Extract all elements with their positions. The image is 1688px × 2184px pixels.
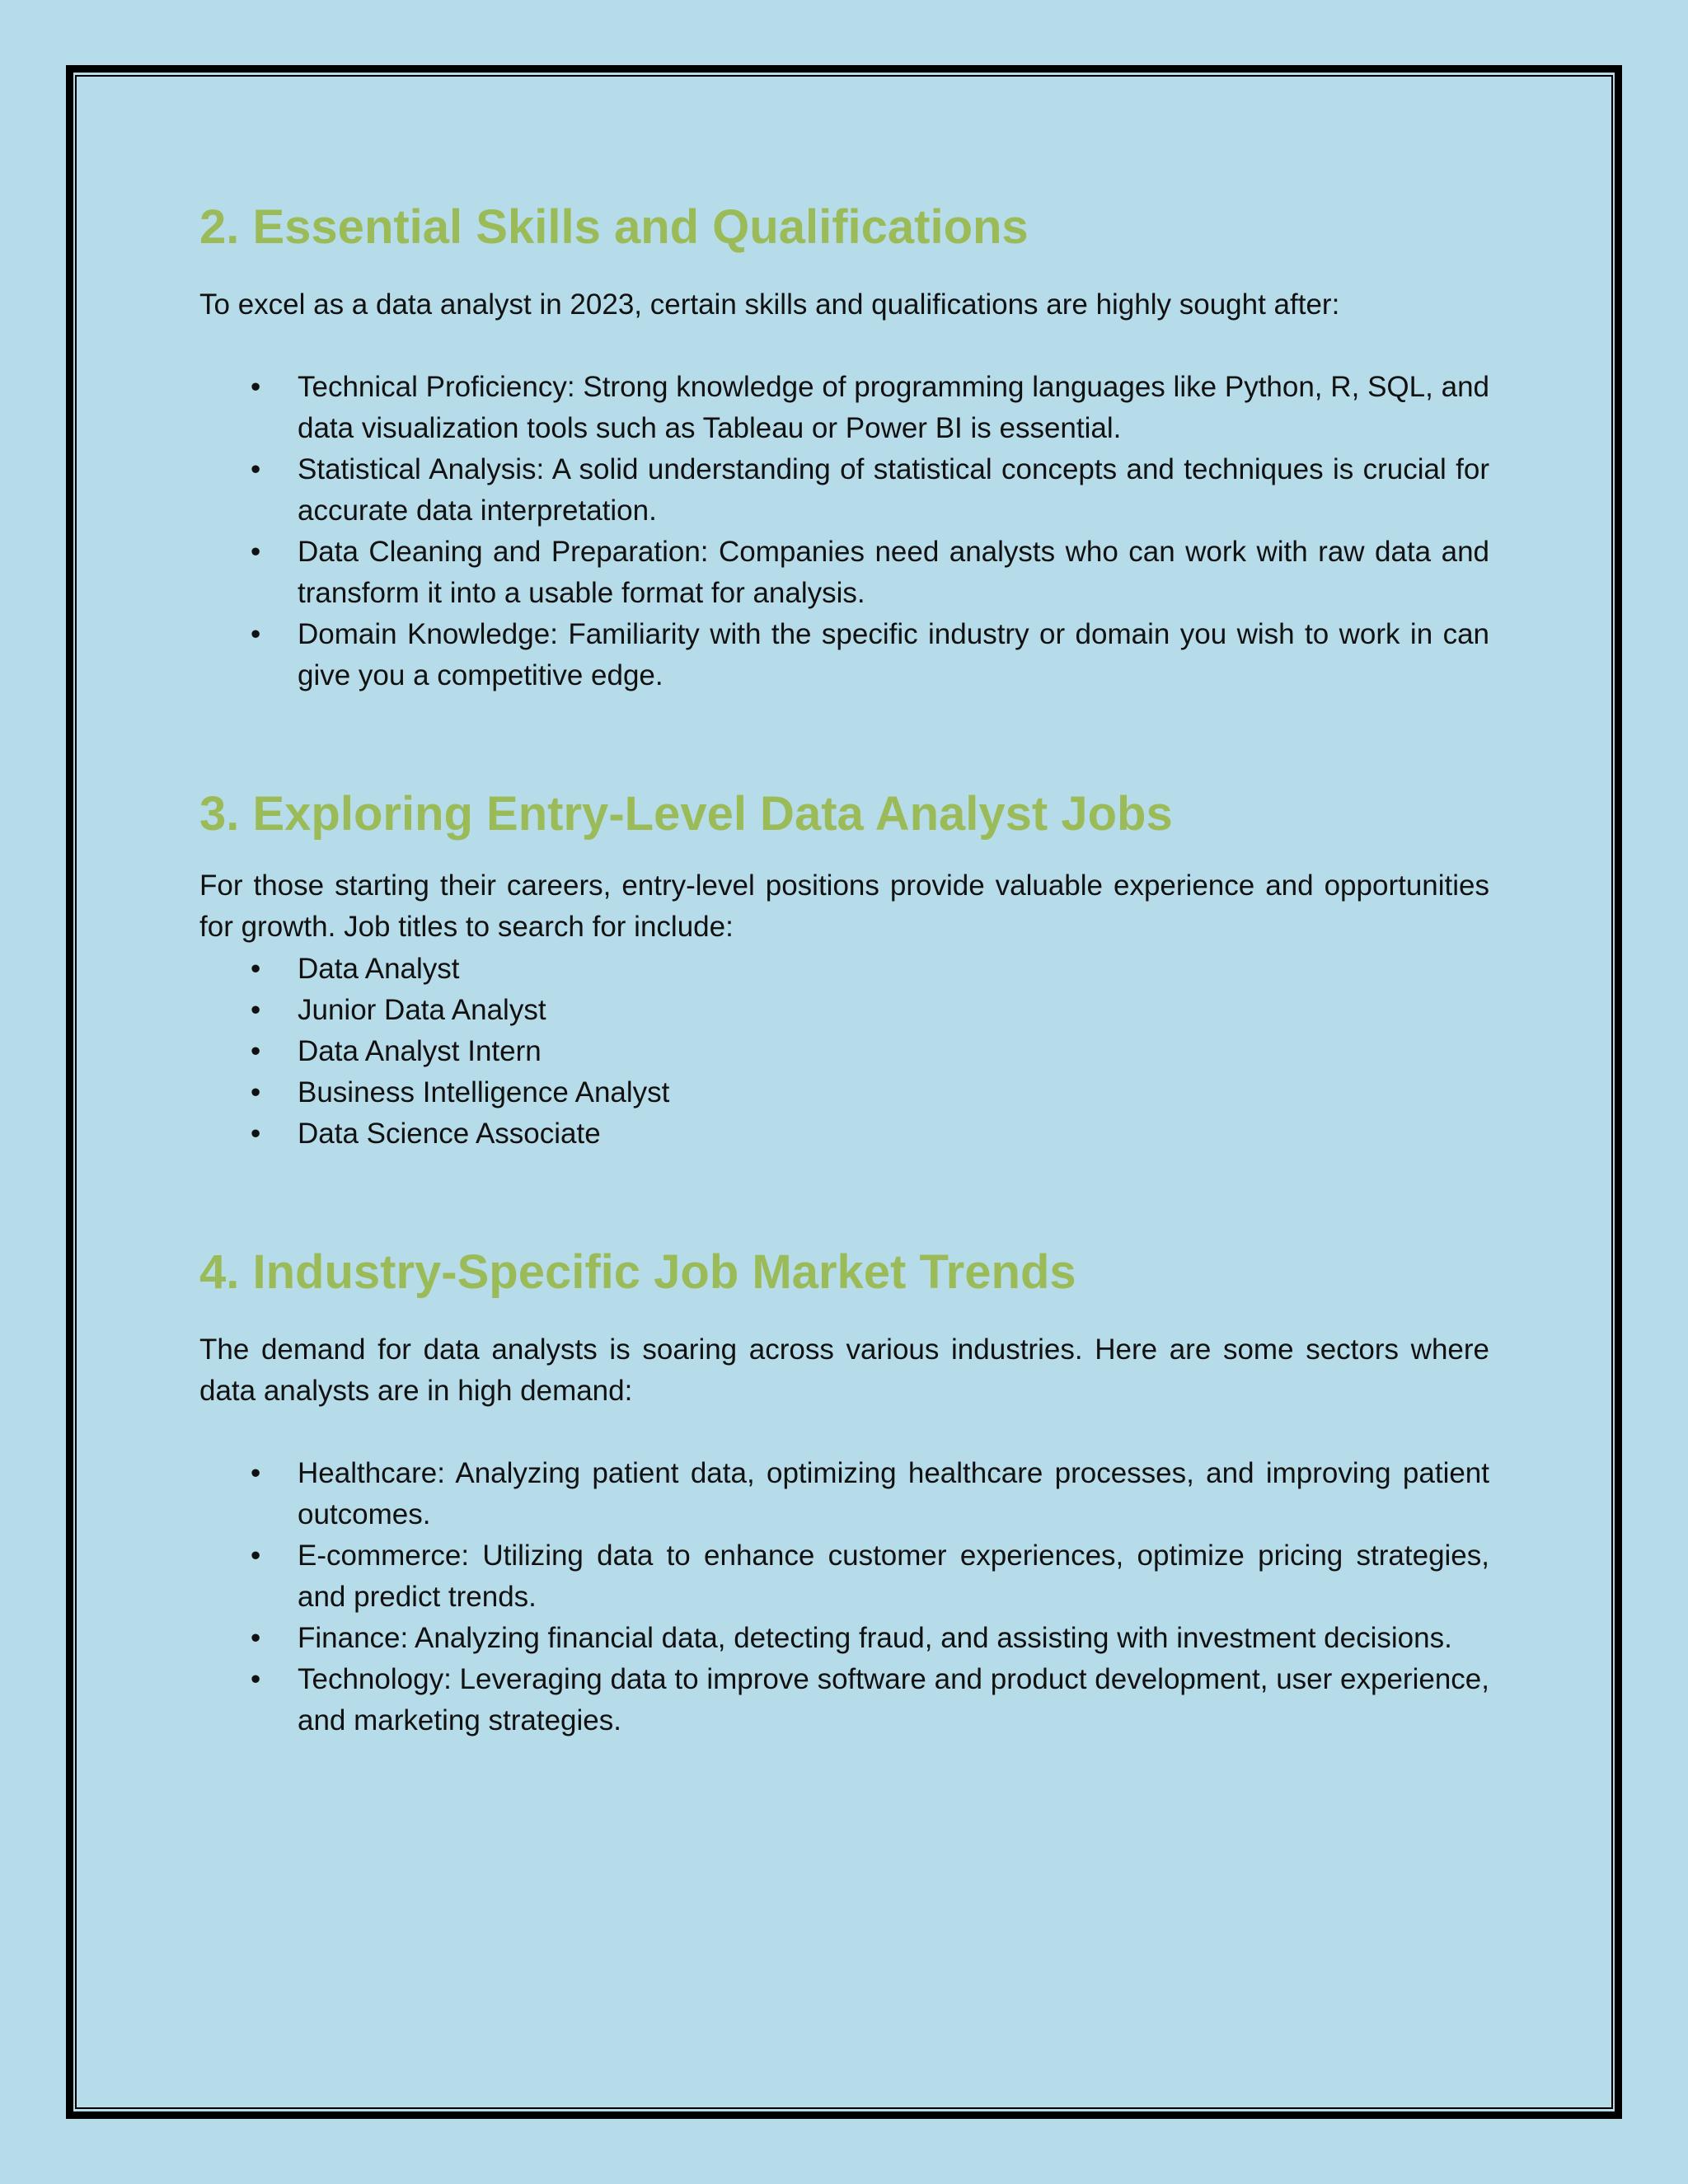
section-heading: 2. Essential Skills and Qualifications — [199, 200, 1029, 254]
list-item-text: Data Analyst Intern — [298, 1035, 542, 1067]
list-item-text: Data Science Associate — [298, 1118, 601, 1150]
list-item-text: Junior Data Analyst — [298, 994, 546, 1026]
bullet-icon: • — [251, 1540, 261, 1572]
bullet-icon: • — [251, 1457, 261, 1489]
list-item — [199, 1031, 1489, 1072]
section-industry-trends — [199, 1240, 1489, 1741]
bullet-icon: • — [251, 1035, 261, 1067]
list-item — [199, 449, 1489, 532]
list-item — [199, 614, 1489, 696]
list-item-text: Domain Knowledge: Familiarity with the specific industry or domain you wish to work in can give you a competitive edge. — [298, 618, 1489, 691]
section-entry-level-jobs — [199, 781, 1489, 1155]
list-item-text: Technology: Leveraging data to improve software and product development, user experience, and marketing strategies. — [298, 1663, 1489, 1736]
list-item-text: Technical Proficiency: Strong knowledge of programming languages like Python, R, SQL, and data visualization tools such as Tableau or Power BI is essential. — [298, 371, 1489, 444]
section-intro: For those starting their careers, entry-level positions provide valuable experience and opportunities for growth. Job titles to search for include: — [199, 869, 1489, 943]
document-body — [199, 194, 1489, 1741]
list-item — [199, 1113, 1489, 1155]
bullet-icon: • — [251, 1076, 261, 1108]
bullet-icon: • — [251, 453, 261, 485]
list-item — [199, 532, 1489, 614]
list-item-text: Healthcare: Analyzing patient data, optimizing healthcare processes, and improving patient outcomes. — [298, 1457, 1489, 1530]
list-item-text: Data Analyst — [298, 953, 460, 985]
list-item — [199, 367, 1489, 449]
bullet-icon: • — [251, 371, 261, 403]
list-item-text: Statistical Analysis: A solid understanding of statistical concepts and techniques is crucial for accurate data interpretation. — [298, 453, 1489, 527]
list-item-text: Data Cleaning and Preparation: Companies need analysts who can work with raw data and transform it into a usable format for analysis. — [298, 536, 1489, 609]
bullet-icon: • — [251, 953, 261, 985]
section-heading: 4. Industry-Specific Job Market Trends — [199, 1245, 1076, 1299]
section-intro: To excel as a data analyst in 2023, certain skills and qualifications are highly sought after: — [199, 288, 1340, 321]
bullet-icon: • — [251, 994, 261, 1026]
list-item — [199, 1659, 1489, 1741]
list-item — [199, 1535, 1489, 1618]
list-item — [199, 949, 1489, 990]
list-item — [199, 1453, 1489, 1535]
bullet-icon: • — [251, 618, 261, 650]
list-item — [199, 1072, 1489, 1113]
list-item-text: Finance: Analyzing financial data, detecting fraud, and assisting with investment decisions. — [298, 1622, 1452, 1654]
list-item-text: Business Intelligence Analyst — [298, 1076, 670, 1108]
job-titles-list — [199, 949, 1489, 1155]
industries-list — [199, 1453, 1489, 1741]
bullet-icon: • — [251, 1118, 261, 1150]
skills-list — [199, 367, 1489, 696]
bullet-icon: • — [251, 1622, 261, 1654]
list-item — [199, 1618, 1489, 1659]
bullet-icon: • — [251, 1663, 261, 1695]
section-intro: The demand for data analysts is soaring across various industries. Here are some sectors where data analysts are in high demand: — [199, 1333, 1489, 1407]
bullet-icon: • — [251, 536, 261, 568]
list-item — [199, 990, 1489, 1031]
section-heading: 3. Exploring Entry-Level Data Analyst Jobs — [199, 787, 1173, 841]
list-item-text: E-commerce: Utilizing data to enhance customer experiences, optimize pricing strategies, and predict trends. — [298, 1540, 1489, 1613]
section-essential-skills — [199, 194, 1489, 696]
